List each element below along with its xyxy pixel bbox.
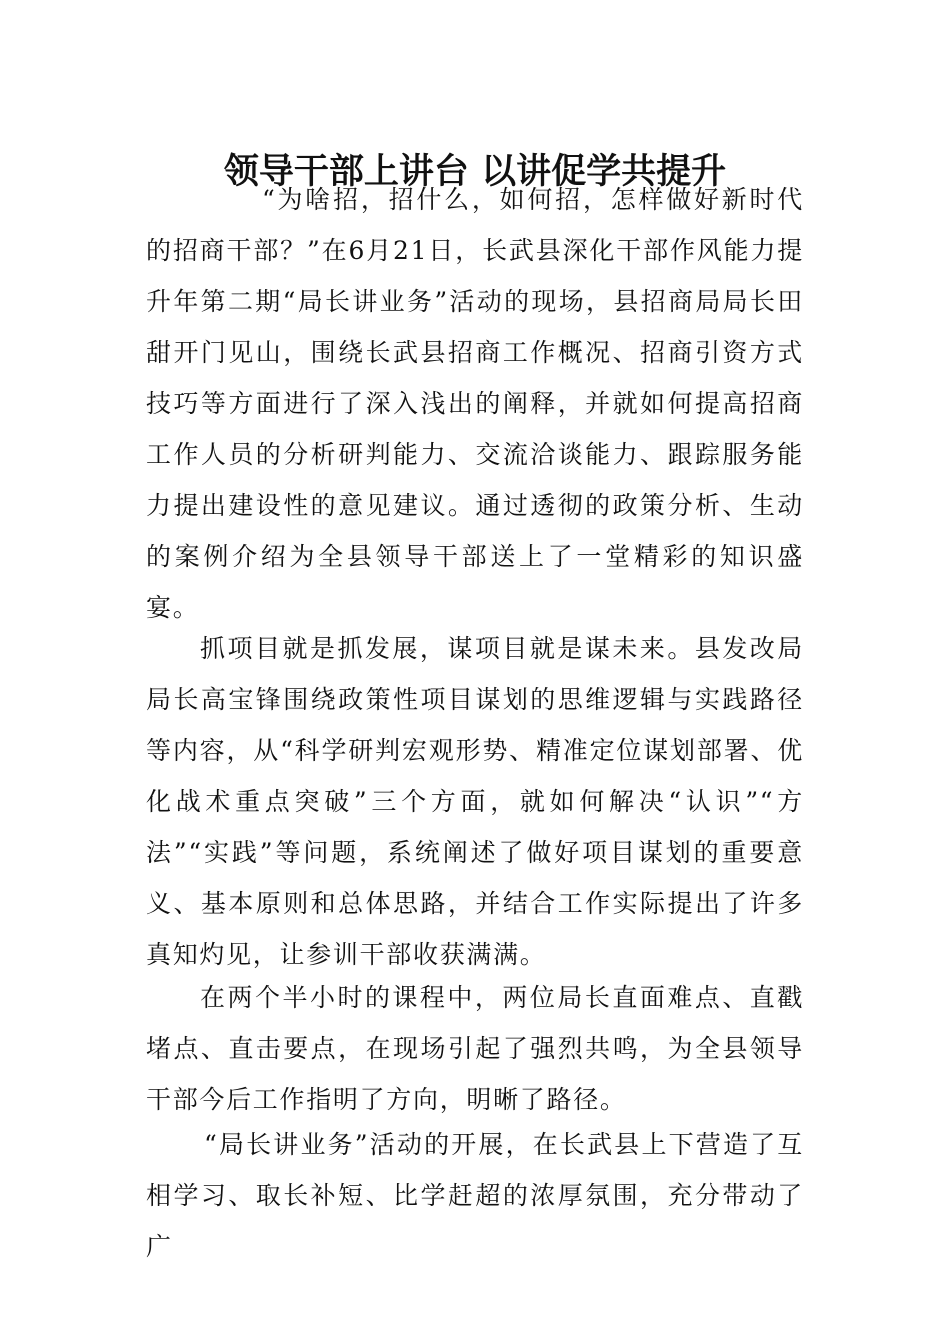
document-title: 领导干部上讲台 以讲促学共提升 <box>223 151 727 193</box>
paragraph-1: “为啥招，招什么，如何招，怎样做好新时代的招商干部？”在6月21日，长武县深化干部作风能力提升年第二期“局长讲业务”活动的现场，县招商局局长田甜开门见山，围绕长武县招商工作概况、招商引资方式技巧等方面进行了深入浅出的阐释，并就如何提高招商工作人员的分析研判能力、交流洽谈能力、跟踪服务能力提出建设性的意见建议。通过透彻的政策分析、生动的案例介绍为全县领导干部送上了一堂精彩的知识盛宴。 <box>146 185 804 622</box>
paragraph-4: “局长讲业务”活动的开展，在长武县上下营造了互相学习、取长补短、比学赶超的浓厚氛围，充分带动了广 <box>146 1130 804 1261</box>
paragraph-2: 抓项目就是抓发展，谋项目就是谋未来。县发改局局长高宝锋围绕政策性项目谋划的思维逻辑与实践路径等内容，从“科学研判宏观形势、精准定位谋划部署、优化战术重点突破”三个方面，就如何解决“认识”“方法”“实践”等问题，系统阐述了做好项目谋划的重要意义、基本原则和总体思路，并结合工作实际提出了许多真知灼见，让参训干部收获满满。 <box>146 634 804 969</box>
paragraph-3: 在两个半小时的课程中，两位局长直面难点、直戳堵点、直击要点，在现场引起了强烈共鸣，为全县领导干部今后工作指明了方向，明晰了路径。 <box>146 983 804 1114</box>
